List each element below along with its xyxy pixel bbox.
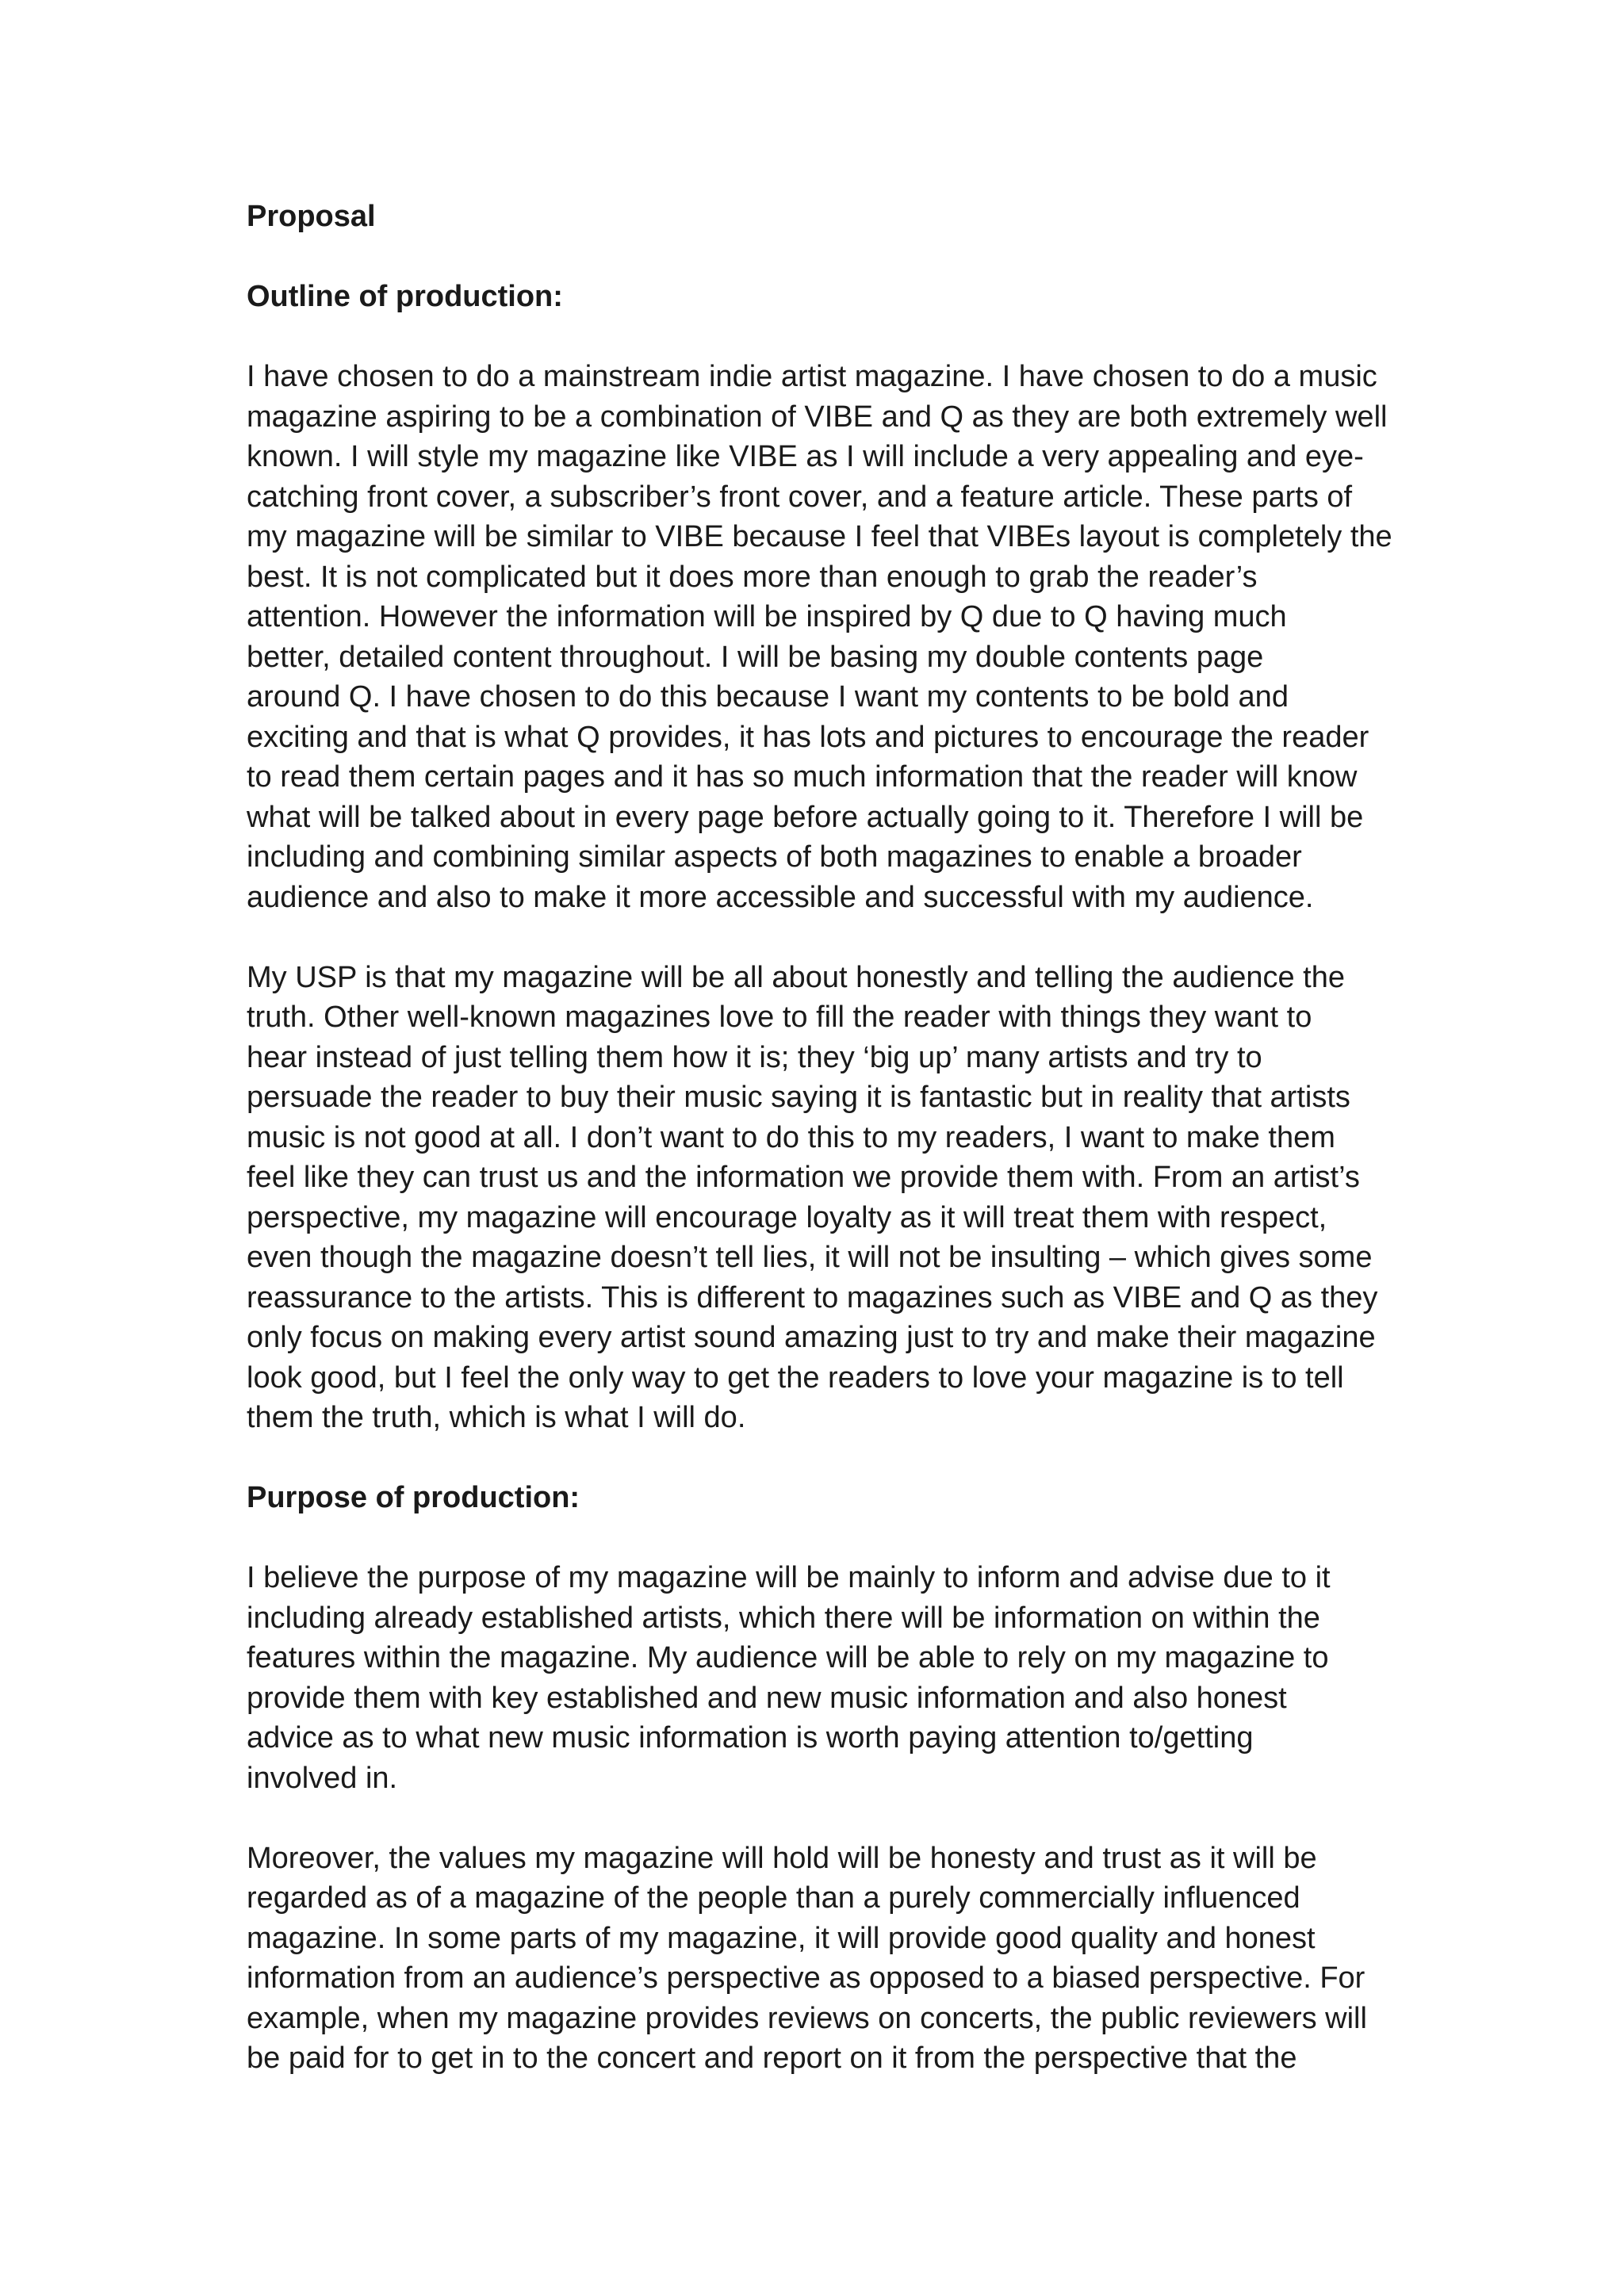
section-heading-outline: Outline of production: [247,280,563,313]
text-line: persuade the reader to buy their music saying it is fantastic but in reality that artists [247,1081,1350,1114]
text-line: only focus on making every artist sound amazing just to try and make their magazine [247,1321,1376,1354]
text-line: truth. Other well-known magazines love to fill the reader with things they want to [247,1001,1312,1034]
text-line: attention. However the information will be inspired by Q due to Q having much [247,600,1287,633]
text-line: reassurance to the artists. This is different to magazines such as VIBE and Q as they [247,1280,1378,1314]
text-line: regarded as of a magazine of the people than a purely commercially influenced [247,1881,1300,1915]
text-line: feel like they can trust us and the information we provide them with. From an artist’s [247,1161,1360,1194]
text-line: information from an audience’s perspective as opposed to a biased perspective. For [247,1961,1365,1995]
text-line: features within the magazine. My audience will be able to rely on my magazine to [247,1641,1329,1674]
text-line: magazine aspiring to be a combination of VIBE and Q as they are both extremely well [247,400,1388,434]
paragraph-purpose-1 [247,1558,1398,1798]
text-line: them the truth, which is what I will do. [247,1401,746,1434]
text-line: I believe the purpose of my magazine will be mainly to inform and advise due to it [247,1561,1331,1594]
text-line: better, detailed content throughout. I will be basing my double contents page [247,640,1264,674]
text-line: catching front cover, a subscriber’s front cover, and a feature article. These parts of [247,480,1353,514]
text-line: what will be talked about in every page before actually going to it. Therefore I will be [247,800,1364,834]
document-body [247,197,1398,2079]
text-line: provide them with key established and new music information and also honest [247,1681,1287,1715]
text-line: exciting and that is what Q provides, it has lots and pictures to encourage the reader [247,720,1369,754]
text-line: example, when my magazine provides reviews on concerts, the public reviewers will [247,2001,1367,2035]
text-line: hear instead of just telling them how it is; they ‘big up’ many artists and try to [247,1040,1262,1074]
text-line: be paid for to get in to the concert and report on it from the perspective that the [247,2042,1297,2075]
text-line: perspective, my magazine will encourage loyalty as it will treat them with respect, [247,1200,1327,1234]
text-line: best. It is not complicated but it does more than enough to grab the reader’s [247,560,1258,594]
text-line: My USP is that my magazine will be all about honestly and telling the audience the [247,960,1345,994]
text-line: known. I will style my magazine like VIBE as I will include a very appealing and eye- [247,440,1364,473]
paragraph-purpose-2 [247,1839,1398,2079]
text-line: even though the magazine doesn’t tell lies, it will not be insulting – which gives some [247,1241,1373,1274]
text-line: look good, but I feel the only way to get the readers to love your magazine is to tell [247,1360,1344,1395]
text-line: I have chosen to do a mainstream indie artist magazine. I have chosen to do a music [247,360,1377,393]
document-title: Proposal [247,200,376,233]
text-line: around Q. I have chosen to do this because I want my contents to be bold and [247,680,1289,714]
text-line: including already established artists, which there will be information on within the [247,1601,1320,1635]
section-heading-purpose: Purpose of production: [247,1481,580,1514]
text-line: involved in. [247,1761,398,1795]
text-line: music is not good at all. I don’t want to do this to my readers, I want to make them [247,1120,1335,1154]
text-line: audience and also to make it more accessible and successful with my audience. [247,880,1314,914]
text-line: including and combining similar aspects of both magazines to enable a broader [247,840,1302,874]
text-line: Moreover, the values my magazine will hold will be honesty and trust as it will be [247,1841,1317,1875]
text-line: to read them certain pages and it has so much information that the reader will know [247,760,1358,794]
paragraph-outline-2 [247,958,1398,1438]
paragraph-outline-1 [247,357,1398,917]
text-line: advice as to what new music information is worth paying attention to/getting [247,1721,1254,1755]
text-line: my magazine will be similar to VIBE because I feel that VIBEs layout is completely the [247,520,1392,553]
text-line: magazine. In some parts of my magazine, it will provide good quality and honest [247,1921,1316,1955]
